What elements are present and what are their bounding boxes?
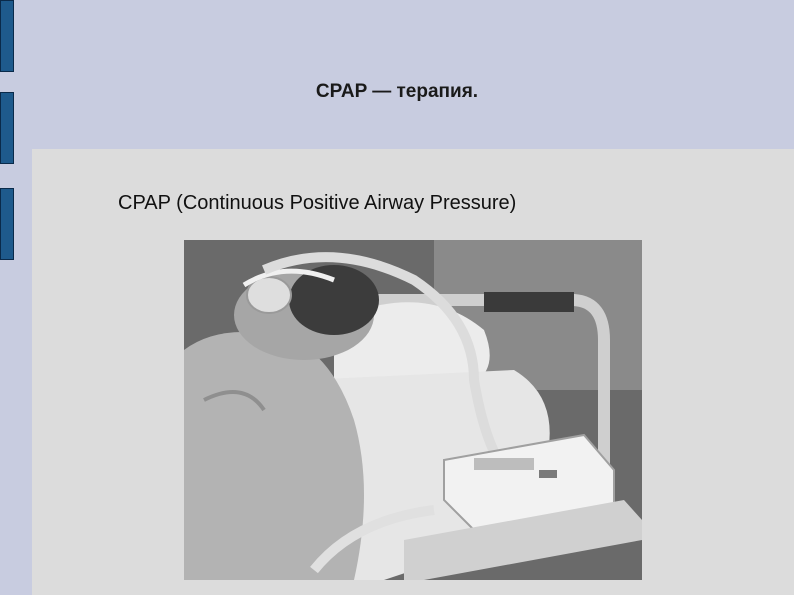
slide-subtitle: CPAP (Continuous Positive Airway Pressure) bbox=[118, 192, 517, 214]
cpap-photo bbox=[184, 240, 642, 580]
side-bar-top bbox=[0, 0, 14, 72]
cpap-photo-illustration bbox=[184, 240, 642, 580]
slide-title: CPAP — терапия. bbox=[315, 81, 479, 102]
side-bar-bottom bbox=[0, 188, 14, 260]
slide-header bbox=[14, 0, 794, 148]
